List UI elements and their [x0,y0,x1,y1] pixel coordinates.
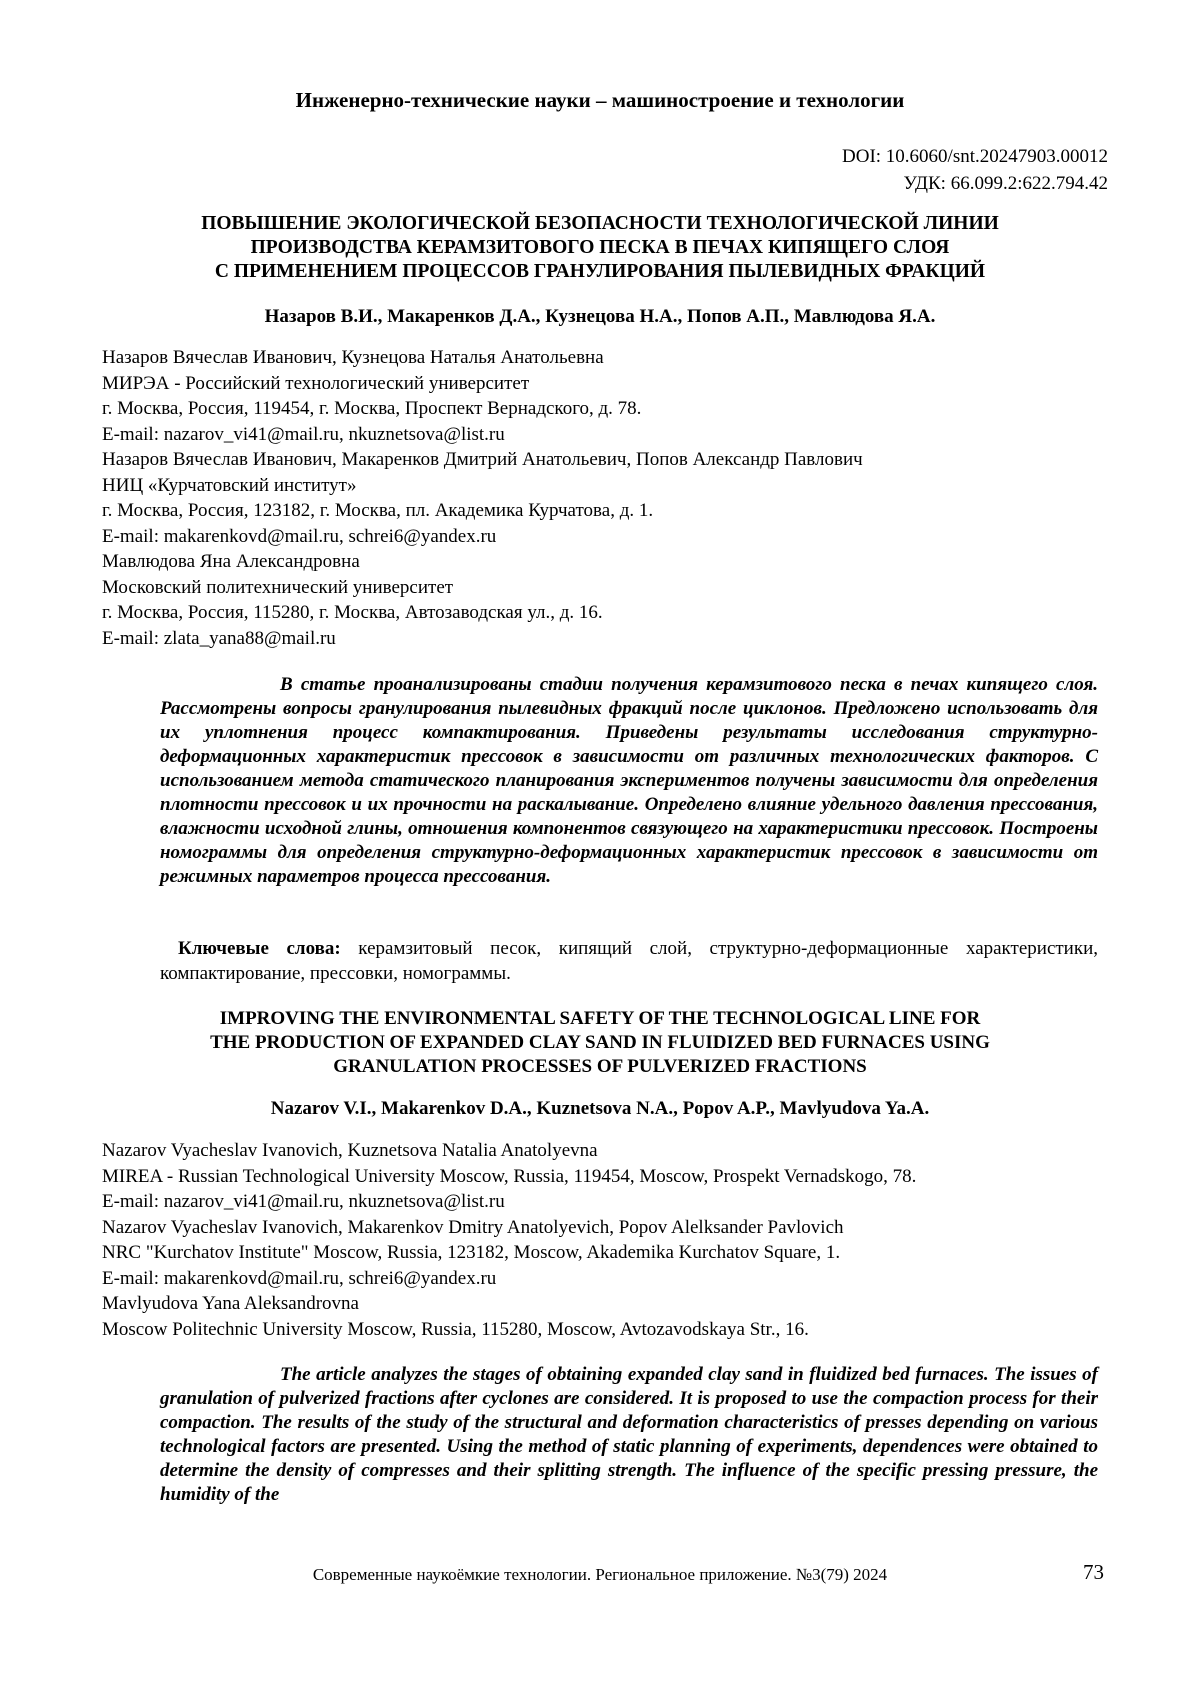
title-line: GRANULATION PROCESSES OF PULVERIZED FRACTIONS [333,1056,867,1077]
keywords-text: керамзитовый песок, кипящий слой, структурно-деформационные характеристики, компактирование, прессовки, номограммы. [160,938,1098,984]
affiliation-line: MIREA - Russian Technological University Moscow, Russia, 119454, Moscow, Prospekt Vernadskogo, 78. [102,1165,917,1187]
affiliation-line: МИРЭА - Российский технологический университет [102,372,530,394]
section-header: Инженерно-технические науки – машиностроение и технологии [295,88,905,112]
title-line: IMPROVING THE ENVIRONMENTAL SAFETY OF THE TECHNOLOGICAL LINE FOR [219,1008,981,1029]
affiliation-line: Мавлюдова Яна Александровна [102,551,360,572]
affiliation-line: Назаров Вячеслав Иванович, Кузнецова Наталья Анатольевна [102,347,604,368]
affiliation-line: Moscow Politechnic University Moscow, Russia, 115280, Moscow, Avtozavodskaya Str., 16. [102,1318,809,1340]
abstract-ru: В статье проанализированы стадии получения керамзитового песка в печах кипящего слоя. Рассмотрены вопросы гранулирования пылевидных фракций после циклонов. Предложено использовать для их уплотнения процесс компактирования. Приведены результаты исследования структурно-деформационных характеристик прессовок в зависимости от различных технологических факторов. С использованием метода статического планирования экспериментов получены зависимости для определения плотности прессовок и их прочности на раскалывание. Определено влияние удельного давления прессования, влажности исходной глины, отношения компонентов связующего на характеристики прессовок. Построены номограммы для определения структурно-деформационных характеристик прессовок в зависимости от режимных параметров процесса прессования. [160,674,1098,887]
article-title-ru [100,212,1100,284]
page-number: 73 [1083,1560,1104,1584]
affiliation-line: E-mail: nazarov_vi41@mail.ru, nkuznetsova@list.ru [102,1191,505,1212]
affiliation-line: E-mail: makarenkovd@mail.ru, schrei6@yandex.ru [102,525,497,547]
affiliation-line: Nazarov Vyacheslav Ivanovich, Kuznetsova Natalia Anatolyevna [102,1140,598,1161]
title-line: THE PRODUCTION OF EXPANDED CLAY SAND IN FLUIDIZED BED FURNACES USING [210,1032,990,1053]
affiliation-line: г. Москва, Россия, 119454, г. Москва, Проспект Вернадского, д. 78. [102,398,642,419]
affiliation-line: Московский политехнический университет [102,576,454,598]
authors-en: Nazarov V.I., Makarenkov D.A., Kuznetsova N.A., Popov A.P., Mavlyudova Ya.A. [270,1098,930,1119]
affiliation-line: Назаров Вячеслав Иванович, Макаренков Дмитрий Анатольевич, Попов Александр Павлович [102,449,863,470]
title-line: ПРОИЗВОДСТВА КЕРАМЗИТОВОГО ПЕСКА В ПЕЧАХ КИПЯЩЕГО СЛОЯ [250,237,950,258]
affiliations-ru [102,345,1112,651]
keywords-label: Ключевые слова: [178,938,341,959]
authors-ru: Назаров В.И., Макаренков Д.А., Кузнецова Н.А., Попов А.П., Мавлюдова Я.А. [264,306,936,327]
title-line: С ПРИМЕНЕНИЕМ ПРОЦЕССОВ ГРАНУЛИРОВАНИЯ ПЫЛЕВИДНЫХ ФРАКЦИЙ [214,261,986,282]
affiliation-line: Nazarov Vyacheslav Ivanovich, Makarenkov Dmitry Anatolyevich, Popov Alelksander Pavlovich [102,1216,844,1238]
affiliation-line: г. Москва, Россия, 123182, г. Москва, пл. Академика Курчатова, д. 1. [102,500,654,521]
affiliation-line: E-mail: nazarov_vi41@mail.ru, nkuznetsova@list.ru [102,423,505,445]
doi: DOI: 10.6060/snt.20247903.00012 [842,146,1108,167]
journal-footer: Современные наукоёмкие технологии. Региональное приложение. №3(79) 2024 [312,1565,888,1584]
keywords-ru [160,936,1098,986]
affiliations-en [102,1138,1112,1342]
article-title-en [100,1007,1100,1079]
article-identifiers [842,143,1108,197]
affiliation-line: г. Москва, Россия, 115280, г. Москва, Автозаводская ул., д. 16. [102,602,603,623]
affiliation-line: Mavlyudova Yana Aleksandrovna [102,1293,359,1314]
abstract-en: The article analyzes the stages of obtaining expanded clay sand in fluidized bed furnaces. The issues of granulation of pulverized fractions after cyclones are considered. It is proposed to use the compaction process for their compaction. The results of the study of the structural and deformation characteristics of presses depending on various technological factors are presented. Using the method of static planning of experiments, dependences were obtained to determine the density of compresses and their splitting strength. The influence of the specific pressing pressure, the humidity of the [160,1364,1098,1505]
affiliation-line: НИЦ «Курчатовский институт» [102,474,357,496]
affiliation-line: E-mail: zlata_yana88@mail.ru [102,627,336,649]
affiliation-line: NRC "Kurchatov Institute" Moscow, Russia, 123182, Moscow, Akademika Kurchatov Square, 1. [102,1242,841,1263]
title-line: ПОВЫШЕНИЕ ЭКОЛОГИЧЕСКОЙ БЕЗОПАСНОСТИ ТЕХНОЛОГИЧЕСКОЙ ЛИНИИ [201,213,999,234]
affiliation-line: E-mail: makarenkovd@mail.ru, schrei6@yandex.ru [102,1267,497,1289]
udk: УДК: 66.099.2:622.794.42 [903,173,1108,194]
